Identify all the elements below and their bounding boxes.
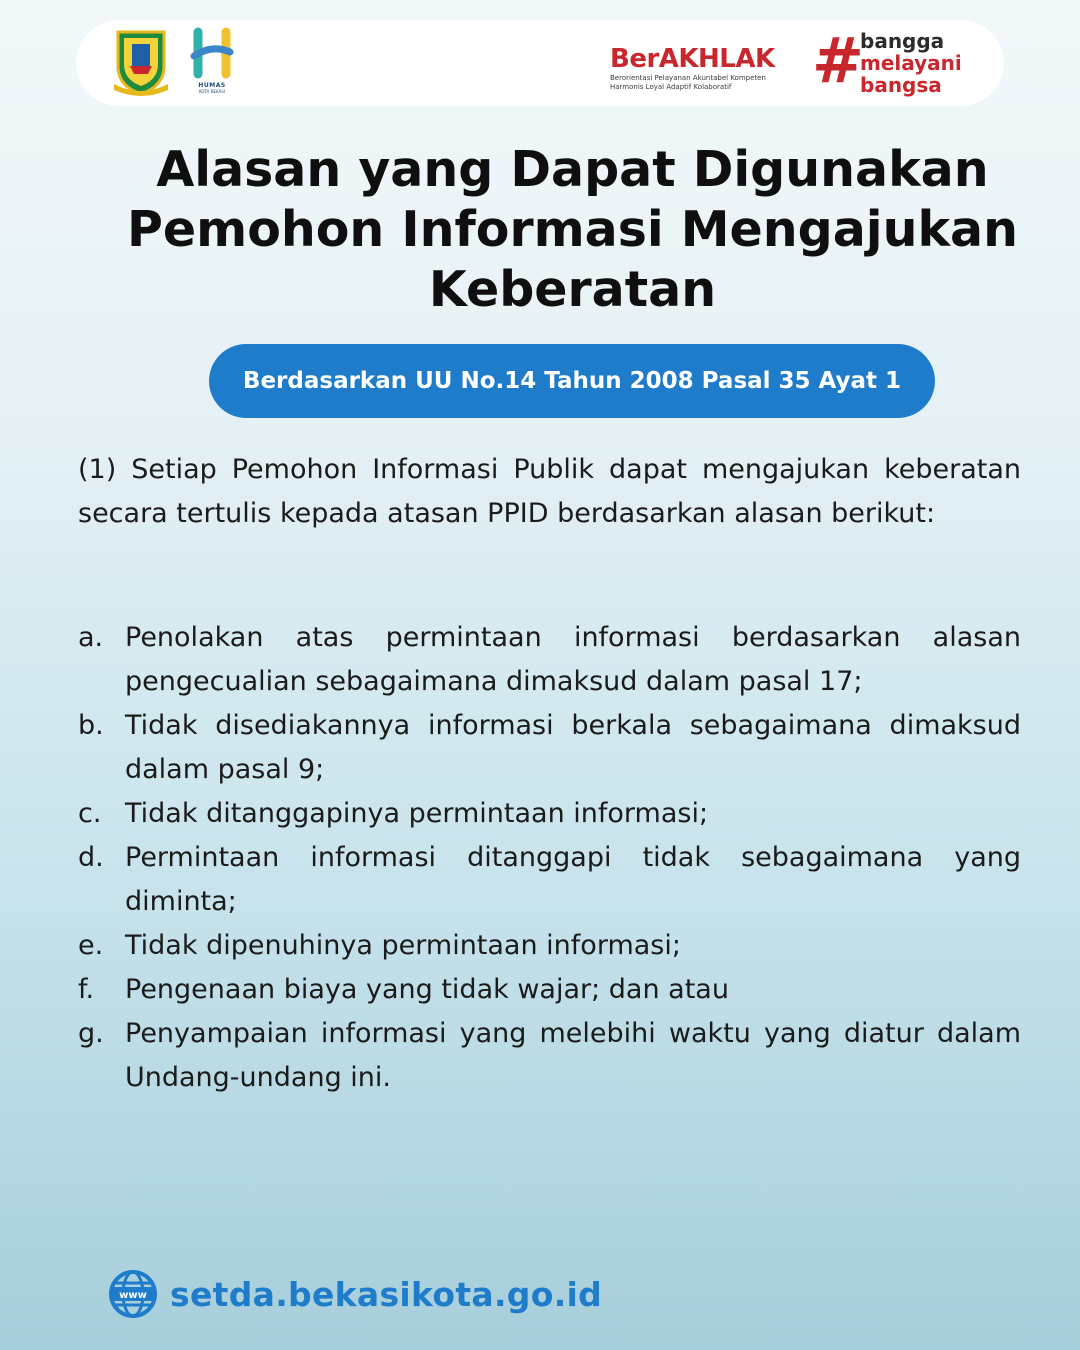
- berakhlak-tagline-2: Harmonis Loyal Adaptif Kolaboratif: [610, 83, 732, 91]
- list-item: [78, 704, 1021, 792]
- list-item: [78, 792, 1021, 836]
- humas-logo: [186, 26, 238, 102]
- list-item: [78, 924, 1021, 968]
- list-text: Penolakan atas permintaan informasi berdasarkan alasan pengecualian sebagaimana dimaksud dalam pasal 17;: [125, 622, 1021, 697]
- bangga-line-2: melayani: [860, 51, 962, 75]
- list-marker: g.: [78, 1018, 104, 1049]
- kota-bekasi-emblem-icon: [110, 26, 172, 98]
- globe-www-icon: [108, 1269, 158, 1319]
- list-marker: d.: [78, 842, 104, 873]
- list-text: Pengenaan biaya yang tidak wajar; dan atau: [125, 974, 729, 1005]
- footer: [108, 1268, 602, 1320]
- berakhlak-logo: [610, 34, 800, 94]
- intro-paragraph: (1) Setiap Pemohon Informasi Publik dapat mengajukan keberatan secara tertulis kepada atasan PPID berdasarkan alasan berikut:: [78, 454, 1021, 529]
- humas-text: HUMAS: [198, 82, 226, 89]
- bangga-melayani-bangsa-logo: [812, 26, 982, 100]
- list-text: Permintaan informasi ditanggapi tidak sebagaimana yang diminta;: [125, 842, 1021, 917]
- list-marker: f.: [78, 974, 95, 1005]
- reasons-list: [78, 616, 1021, 1100]
- list-text: Tidak disediakannya informasi berkala sebagaimana dimaksud dalam pasal 9;: [125, 710, 1021, 785]
- list-item: [78, 1012, 1021, 1100]
- list-item: [78, 616, 1021, 704]
- list-marker: b.: [78, 710, 104, 741]
- humas-sub: KOTA BEKASI: [199, 89, 225, 94]
- berakhlak-word: BerAKHLAK: [610, 44, 775, 74]
- list-text: Tidak dipenuhinya permintaan informasi;: [125, 930, 681, 961]
- hashtag-icon: #: [812, 24, 864, 97]
- list-item: [78, 968, 1021, 1012]
- list-text: Tidak ditanggapinya permintaan informasi;: [125, 798, 709, 829]
- list-marker: a.: [78, 622, 104, 653]
- list-text: Penyampaian informasi yang melebihi waktu yang diatur dalam Undang-undang ini.: [125, 1018, 1021, 1093]
- svg-text:www: www: [119, 1290, 147, 1301]
- page-title: Alasan yang Dapat Digunakan Pemohon Informasi Mengajukan Keberatan: [127, 141, 1018, 318]
- bangga-line-1: bangga: [860, 29, 945, 53]
- humas-h-icon: [190, 26, 234, 82]
- website-url: setda.bekasikota.go.id: [170, 1274, 603, 1314]
- berakhlak-tagline-1: Berorientasi Pelayanan Akuntabel Kompeten: [610, 74, 766, 82]
- logo-bar: [76, 20, 1004, 106]
- list-item: [78, 836, 1021, 924]
- list-marker: e.: [78, 930, 104, 961]
- bangga-line-3: bangsa: [860, 73, 942, 97]
- legal-basis-badge: Berdasarkan UU No.14 Tahun 2008 Pasal 35 Ayat 1: [209, 344, 935, 418]
- list-marker: c.: [78, 798, 102, 829]
